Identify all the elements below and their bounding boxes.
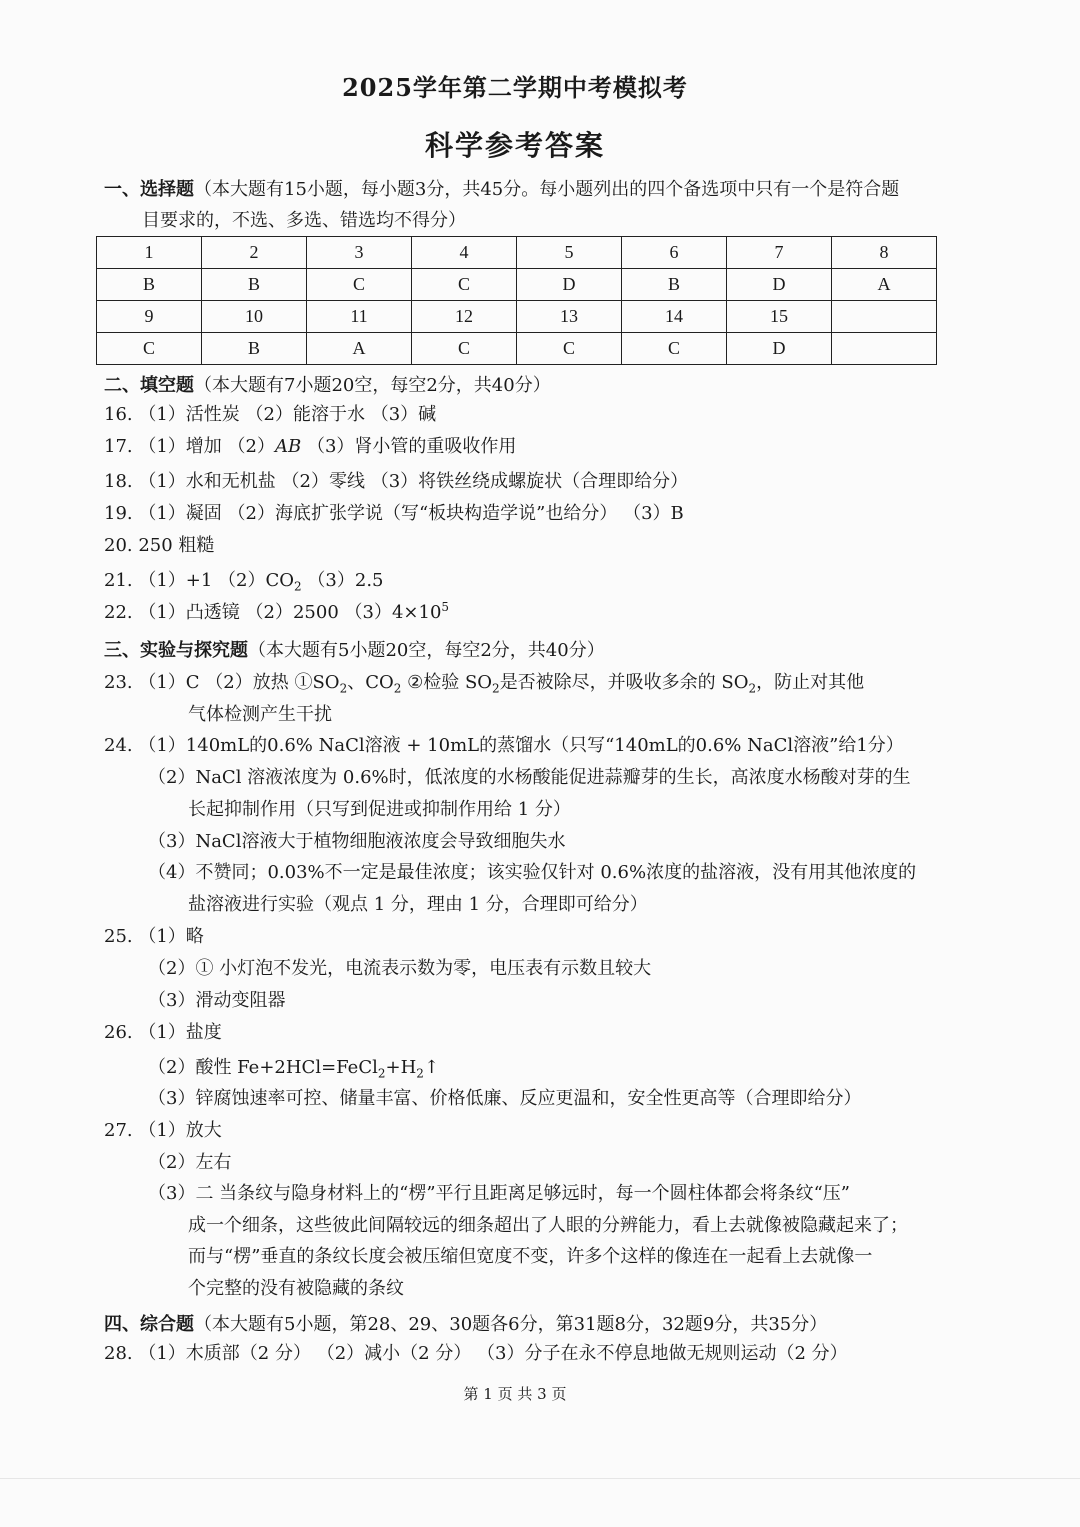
answer-23-s1: 2 xyxy=(339,681,348,696)
table-row xyxy=(97,237,937,269)
answer-26-3: （3）锌腐蚀速率可控、储量丰富、价格低廉、反应更温和，安全性更高等（合理即给分） xyxy=(148,1088,862,1109)
table-cell: C xyxy=(622,333,727,365)
answer-23-d: 是否被除尽，并吸收多余的 SO xyxy=(499,672,749,693)
answer-18: 18. （1）水和无机盐 （2）零线 （3）将铁丝绕成螺旋状（合理即给分） xyxy=(104,471,689,492)
answer-21-part-a: 21. （1）+1 （2）CO xyxy=(104,570,295,591)
answer-26-2-b: +H xyxy=(385,1057,417,1078)
table-cell: 4 xyxy=(412,237,517,269)
table-row xyxy=(97,301,937,333)
bottom-divider xyxy=(0,1478,1080,1479)
table-cell: B xyxy=(202,269,307,301)
answer-23-c: ②检验 SO xyxy=(401,672,493,693)
section-1-desc-cont: 目要求的，不选、多选、错选均不得分） xyxy=(142,210,466,231)
table-cell: 14 xyxy=(622,301,727,333)
section-4-title: 四、综合题 xyxy=(104,1314,194,1335)
answer-17-part-c: （3）肾小管的重吸收作用 xyxy=(301,436,517,457)
document-title: 科学参考答案 xyxy=(424,129,605,162)
answer-17-italic: AB xyxy=(274,436,302,457)
table-cell: 5 xyxy=(517,237,622,269)
table-cell xyxy=(832,333,937,365)
answer-23-b: 、CO xyxy=(347,672,394,693)
table-cell: B xyxy=(622,269,727,301)
section-2-desc: （本大题有7小题20空，每空2分，共40分） xyxy=(194,375,551,396)
answer-21-part-b: （3）2.5 xyxy=(301,570,384,591)
table-cell: D xyxy=(727,333,832,365)
answer-28: 28. （1）木质部（2 分） （2）减小（2 分） （3）分子在永不停息地做无规则运动（2 分） xyxy=(104,1343,848,1364)
answer-26-2 xyxy=(148,1056,439,1080)
answer-27-3-cont2: 而与“楞”垂直的条纹长度会被压缩但宽度不变，许多个这样的像连在一起看上去就像一 xyxy=(188,1246,873,1267)
answer-17-part-a: 17. （1）增加 （2） xyxy=(104,436,275,457)
table-cell: 1 xyxy=(97,237,202,269)
table-cell: 7 xyxy=(727,237,832,269)
answer-23-a: 23. （1）C （2）放热 ①SO xyxy=(104,672,340,693)
answer-24-1: 24. （1）140mL的0.6% NaCl溶液 + 10mL的蒸馏水（只写“140mL的0.6% NaCl溶液”给1分） xyxy=(104,735,904,756)
table-cell: 8 xyxy=(832,237,937,269)
table-cell: 13 xyxy=(517,301,622,333)
answer-23-e: ，防止对其他 xyxy=(756,672,865,693)
table-cell: A xyxy=(307,333,412,365)
table-cell: 3 xyxy=(307,237,412,269)
table-row xyxy=(97,269,937,301)
table-cell: 15 xyxy=(727,301,832,333)
answer-25-2: （2）① 小灯泡不发光，电流表示数为零，电压表有示数且较大 xyxy=(148,958,652,979)
section-3-title: 三、实验与探究题 xyxy=(104,640,248,661)
answer-26-1: 26. （1）盐度 xyxy=(104,1022,222,1043)
answer-21-sub: 2 xyxy=(294,579,302,594)
answer-23-s3: 2 xyxy=(492,681,500,696)
exam-title: 2025学年第二学期中考模拟考 xyxy=(342,73,688,102)
section-4-desc: （本大题有5小题，第28、29、30题各6分，第31题8分，32题9分，共35分） xyxy=(194,1314,828,1335)
table-cell: C xyxy=(97,333,202,365)
answer-24-2: （2）NaCl 溶液浓度为 0.6%时，低浓度的水杨酸能促进蒜瓣芽的生长，高浓度水杨酸对芽的生 xyxy=(148,767,911,788)
table-cell: 2 xyxy=(202,237,307,269)
table-cell: A xyxy=(832,269,937,301)
answer-23 xyxy=(104,671,864,695)
answer-24-4: （4）不赞同；0.03%不一定是最佳浓度；该实验仅针对 0.6%浓度的盐溶液，没有用其他浓度的 xyxy=(148,862,917,883)
section-1-heading xyxy=(104,175,899,201)
answer-27-3: （3）二 当条纹与隐身材料上的“楞”平行且距离足够远时，每一个圆柱体都会将条纹“压” xyxy=(148,1183,850,1204)
page-footer: 第 1 页 共 3 页 xyxy=(463,1385,567,1403)
answer-16: 16. （1）活性炭 （2）能溶于水 （3）碱 xyxy=(104,404,437,425)
table-cell: D xyxy=(517,269,622,301)
section-1-desc: （本大题有15小题，每小题3分，共45分。每小题列出的四个备选项中只有一个是符合题 xyxy=(194,179,900,200)
table-cell: B xyxy=(97,269,202,301)
section-1-title: 一、选择题 xyxy=(104,179,194,200)
table-cell: 12 xyxy=(412,301,517,333)
answer-24-2-cont: 长起抑制作用（只写到促进或抑制作用给 1 分） xyxy=(188,799,571,820)
table-cell xyxy=(832,301,937,333)
section-3-desc: （本大题有5小题20空，每空2分，共40分） xyxy=(248,640,605,661)
answer-17 xyxy=(104,435,516,459)
answer-26-2-s1: 2 xyxy=(377,1066,386,1081)
answer-23-s4: 2 xyxy=(748,681,757,696)
section-4-heading xyxy=(104,1310,827,1336)
section-2-heading xyxy=(104,371,551,397)
section-2-title: 二、填空题 xyxy=(104,375,194,396)
table-cell: 10 xyxy=(202,301,307,333)
answer-27-2: （2）左右 xyxy=(148,1152,232,1173)
table-cell: C xyxy=(412,269,517,301)
answer-19: 19. （1）凝固 （2）海底扩张学说（写“板块构造学说”也给分） （3）B xyxy=(104,503,684,524)
table-row xyxy=(97,333,937,365)
answer-21 xyxy=(104,569,384,593)
answer-22 xyxy=(104,601,449,625)
table-cell: D xyxy=(727,269,832,301)
table-cell: C xyxy=(412,333,517,365)
answer-26-2-c: ↑ xyxy=(423,1057,440,1078)
section-3-heading xyxy=(104,636,605,662)
table-cell: 11 xyxy=(307,301,412,333)
answer-23-s2: 2 xyxy=(393,681,402,696)
answer-27-3-cont1: 成一个细条，这些彼此间隔较远的细条超出了人眼的分辨能力，看上去就像被隐藏起来了； xyxy=(188,1215,908,1236)
answer-23-cont: 气体检测产生干扰 xyxy=(188,704,332,725)
table-cell: B xyxy=(202,333,307,365)
table-cell: C xyxy=(517,333,622,365)
answer-22-sup: 5 xyxy=(441,600,450,614)
answer-20: 20. 250 粗糙 xyxy=(104,535,215,556)
answer-24-4-cont: 盐溶液进行实验（观点 1 分，理由 1 分，合理即可给分） xyxy=(188,894,648,915)
answer-26-2-s2: 2 xyxy=(416,1066,424,1081)
answer-27-3-cont3: 个完整的没有被隐藏的条纹 xyxy=(188,1278,404,1299)
answer-24-3: （3）NaCl溶液大于植物细胞液浓度会导致细胞失水 xyxy=(148,831,566,852)
table-cell: 9 xyxy=(97,301,202,333)
table-cell: C xyxy=(307,269,412,301)
answer-25-3: （3）滑动变阻器 xyxy=(148,990,286,1011)
answer-22-part-a: 22. （1）凸透镜 （2）2500 （3）4×10 xyxy=(104,602,442,623)
table-cell: 6 xyxy=(622,237,727,269)
answer-27-1: 27. （1）放大 xyxy=(104,1120,222,1141)
choice-answer-table xyxy=(96,236,937,365)
answer-26-2-a: （2）酸性 Fe+2HCl=FeCl xyxy=(148,1057,378,1078)
answer-25-1: 25. （1）略 xyxy=(104,926,204,947)
